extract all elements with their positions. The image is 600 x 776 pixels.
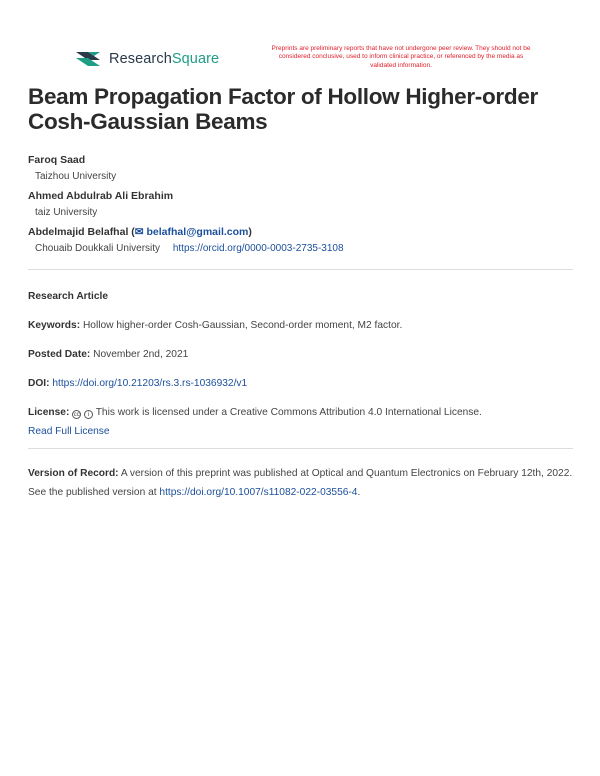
envelope-icon: ✉ [134,226,144,238]
author-name-text: Abdelmajid Belafhal [28,226,129,238]
article-type-label: Research Article [28,291,109,302]
logo-wordmark [109,51,219,67]
doi-label: DOI: [28,378,50,389]
email-close-paren: ) [248,226,252,238]
author-affiliation: Taizhou University [35,171,117,182]
author-email-link[interactable] [135,226,249,238]
license-text: This work is licensed under a Creative Commons Attribution 4.0 International License. [95,407,482,418]
research-square-logo-icon [74,49,102,69]
author-name-corresponding [28,226,252,238]
read-full-license-link[interactable]: Read Full License [28,426,110,437]
author-affiliation: taiz University [35,207,98,218]
version-of-record-label: Version of Record: [28,468,119,479]
posted-date-value: November 2nd, 2021 [93,349,189,360]
keywords-field [28,316,573,335]
posted-date-label: Posted Date: [28,349,91,360]
cc-icon: cc [73,412,80,418]
author-name: Faroq Saad [28,154,86,166]
section-divider [28,448,573,449]
version-of-record-text: A version of this preprint was published at Optical and Quantum Electronics on February 12th, 2022. See the published version at [28,468,573,498]
logo-word-square: Square [171,51,220,67]
keywords-value: Hollow higher-order Cosh-Gaussian, Second-order moment, M2 factor. [82,320,403,331]
article-type [28,287,573,306]
author-affiliation: Chouaib Doukkali University [35,243,161,254]
doi-field [28,374,573,393]
doi-link[interactable]: https://doi.org/10.21203/rs.3.rs-1036932/v1 [52,378,248,389]
research-square-logo[interactable] [74,49,219,69]
version-of-record-field [28,464,573,502]
keywords-label: Keywords: [28,320,81,331]
posted-date-field [28,345,573,364]
author-email-text: belafhal@gmail.com [146,226,249,238]
published-version-link[interactable]: https://doi.org/10.1007/s11082-022-03556-4 [159,487,358,498]
article-title: Beam Propagation Factor of Hollow Higher-order Cosh-Gaussian Beams [28,84,538,134]
author-affiliation-row [35,243,344,254]
attribution-icon: i [84,410,93,419]
orcid-link[interactable]: https://orcid.org/0000-0003-2735-3108 [172,243,344,254]
section-divider [28,269,573,270]
email-open-paren: ( [131,226,135,238]
author-name: Ahmed Abdulrab Ali Ebrahim [28,190,174,202]
logo-word-research: Research [109,51,172,67]
license-field [28,403,573,441]
license-label: License: [28,407,70,418]
version-of-record-end: . [357,487,361,498]
preprint-disclaimer: Preprints are preliminary reports that have not undergone peer review. They should not be considered conclusive, used to inform clinical practice, or referenced by the media as validated information. [271,45,531,69]
